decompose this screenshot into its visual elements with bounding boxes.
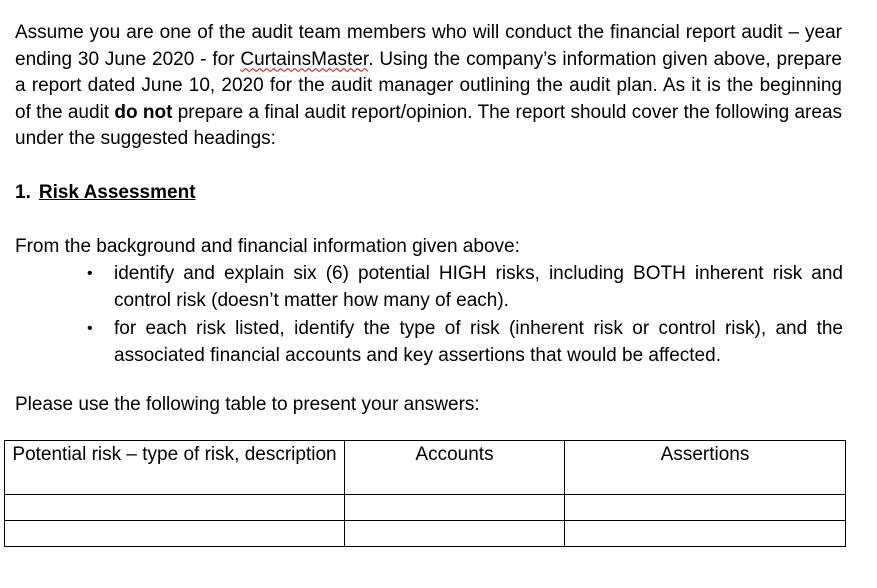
list-item-text: identify and explain six (6) potential HIGH risks, including BOTH inherent risk and control risk (doesn’t matter how many of each). <box>114 263 843 311</box>
section-number: 1. <box>15 182 31 203</box>
table-header-row <box>5 441 846 495</box>
answer-table <box>4 440 846 547</box>
table-cell[interactable] <box>565 495 846 521</box>
table-row <box>5 495 846 521</box>
instructions-paragraph <box>15 20 842 153</box>
list-item-text: for each risk listed, identify the type of risk (inherent risk or control risk), and the associated financial accounts and key assertions that would be affected. <box>114 318 843 366</box>
bullet-icon: • <box>87 320 93 338</box>
list-item <box>83 261 843 314</box>
section-title: Risk Assessment <box>38 182 196 203</box>
table-cell[interactable] <box>5 521 345 547</box>
instructions-text-middle: . Using the company’s information given above, prepare a report dated June 10, 2020 for the audit manager outlining the audit plan. As it is the beginning of the audit <box>15 48 842 123</box>
table-cell[interactable] <box>345 521 565 547</box>
table-cell[interactable] <box>5 495 345 521</box>
table-cell[interactable] <box>345 495 565 521</box>
header-assertions: Assertions <box>565 441 846 495</box>
bullet-icon: • <box>87 265 93 282</box>
instructions-text-end: prepare a final audit report/opinion. The report should cover the following areas under the suggested headings: <box>15 101 843 150</box>
requirements-list <box>83 261 843 369</box>
header-potential-risk: Potential risk – type of risk, description <box>5 441 345 495</box>
table-row <box>5 521 846 547</box>
header-accounts: Accounts <box>345 441 565 495</box>
list-item <box>83 316 843 369</box>
company-name: CurtainsMaster <box>240 48 369 70</box>
instructions-text-start: Assume you are one of the audit team members who will conduct the financial report audit – year ending 30 June 2020 - for <box>15 22 842 70</box>
do-not-emphasis: do not <box>114 101 173 123</box>
background-intro-text: From the background and financial information given above: <box>15 236 520 257</box>
table-instruction-text: Please use the following table to present your answers: <box>15 394 480 415</box>
table-cell[interactable] <box>565 521 846 547</box>
section-heading <box>15 180 196 206</box>
